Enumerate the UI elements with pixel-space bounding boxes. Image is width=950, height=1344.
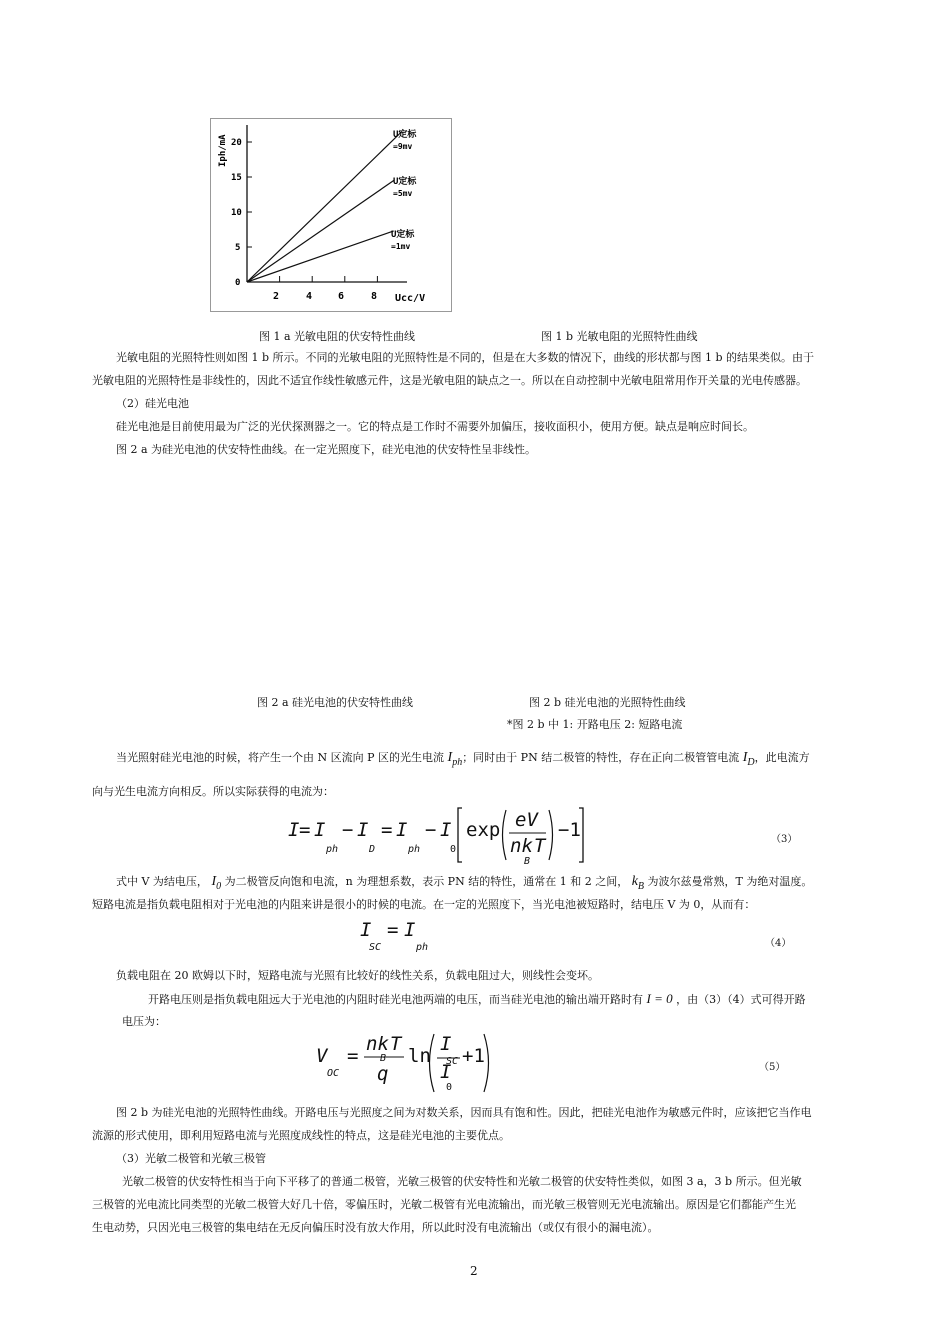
paragraph-8-line-1 xyxy=(148,991,806,1007)
caption-fig2b: 图 2 b 硅光电池的光照特性曲线 xyxy=(529,696,686,709)
svg-text:ln: ln xyxy=(408,1045,431,1067)
caption-fig2b-note: *图 2 b 中 1: 开路电压 2: 短路电流 xyxy=(507,718,683,731)
equation-5 xyxy=(312,1030,502,1096)
series-line-1 xyxy=(247,181,394,283)
symbol-kB xyxy=(631,874,645,892)
symbol-I-D xyxy=(742,750,755,768)
section-heading-2: （2）硅光电池 xyxy=(116,397,189,410)
x-tick-label: 2 xyxy=(273,291,280,302)
svg-text:B: B xyxy=(380,1053,387,1064)
svg-text:D: D xyxy=(369,844,376,855)
x-axis-label: Ucc/V xyxy=(395,293,426,304)
svg-text:I: I xyxy=(288,819,300,841)
curve-label-1mv-value: =1mv xyxy=(391,242,411,251)
svg-text:I: I xyxy=(314,819,326,841)
figure-1a xyxy=(210,118,452,312)
caption-fig1a: 图 1 a 光敏电阻的伏安特性曲线 xyxy=(259,330,416,343)
symbol-I-ph xyxy=(447,750,463,768)
symbol-D: D xyxy=(747,756,755,768)
curve-label-5mv: U定标 xyxy=(393,177,417,187)
svg-text:q: q xyxy=(377,1063,389,1085)
svg-text:eV: eV xyxy=(515,809,538,831)
svg-text:nk: nk xyxy=(510,835,533,857)
paragraph-2: 硅光电池是目前使用最为广泛的光伏探测器之一。它的特点是工作时不需要外加偏压，接收面积小，使用方便。缺点是响应时间长。 xyxy=(116,420,754,433)
svg-text:T: T xyxy=(390,1033,402,1055)
curve-label-1mv: U定标 xyxy=(391,230,415,240)
svg-text:=: = xyxy=(299,819,311,841)
curve-label-5mv-value: =5mv xyxy=(393,189,413,198)
open-circuit-condition: I = 0 xyxy=(646,991,673,1006)
symbol-I: I xyxy=(211,874,217,889)
svg-text:I: I xyxy=(404,919,416,941)
paragraph-10-line-1: 光敏二极管的伏安特性相当于向下平移了的普通二极管，光敏三极管的伏安特性和光敏二极管的伏安特性类似，如图 3 a，3 b 所示。但光敏 xyxy=(122,1175,802,1188)
symbol-ph: ph xyxy=(452,756,463,768)
svg-text:exp: exp xyxy=(466,819,501,841)
svg-text:0: 0 xyxy=(446,1082,453,1093)
svg-text:−: − xyxy=(342,819,354,841)
caption-fig2a: 图 2 a 硅光电池的伏安特性曲线 xyxy=(257,696,414,709)
y-tick-label: 0 xyxy=(235,278,241,288)
y-tick-label: 20 xyxy=(231,138,242,148)
paragraph-5 xyxy=(116,874,812,894)
paragraph-4-text-b: ；同时由于 PN 结二极管的特性，存在正向二极管管电流 xyxy=(462,751,740,764)
svg-text:0: 0 xyxy=(450,844,457,855)
paragraph-4-text-a: 当光照射硅光电池的时候，将产生一个由 N 区流向 P 区的光生电流 xyxy=(116,751,445,764)
x-tick-label: 4 xyxy=(306,291,313,302)
symbol-I0 xyxy=(211,874,222,892)
svg-text:=: = xyxy=(381,819,393,841)
series-line-0 xyxy=(247,132,402,283)
svg-text:SC: SC xyxy=(446,1056,459,1067)
equation-5-graphic xyxy=(312,1030,502,1096)
symbol-I: I xyxy=(742,750,748,765)
svg-text:−1: −1 xyxy=(558,819,581,841)
figure-1a-chart xyxy=(211,119,451,311)
paragraph-4-text-c: ，此电流方 xyxy=(754,751,810,764)
symbol-zero: 0 xyxy=(216,880,222,892)
symbol-I: I xyxy=(447,750,453,765)
svg-text:OC: OC xyxy=(327,1068,340,1079)
paragraph-9-line-1: 图 2 b 为硅光电池的光照特性曲线。开路电压与光照度之间为对数关系，因而具有饱和性。因此，把硅光电池作为敏感元件时，应该把它当作电 xyxy=(116,1106,812,1119)
caption-fig1b: 图 1 b 光敏电阻的光照特性曲线 xyxy=(541,330,698,343)
paragraph-1-line-2: 光敏电阻的光照特性是非线性的，因此不适宜作线性敏感元件，这是光敏电阻的缺点之一。所以在自动控制中光敏电阻常用作开关量的光电传感器。 xyxy=(92,374,807,387)
svg-text:I: I xyxy=(360,919,372,941)
paragraph-5-text-b: 为二极管反向饱和电流，n 为理想系数，表示 PN 结的特性，通常在 1 和 2 之间， xyxy=(224,875,629,888)
y-tick-label: 5 xyxy=(235,243,241,253)
y-tick-label: 10 xyxy=(231,208,242,218)
svg-text:I: I xyxy=(396,819,408,841)
paragraph-8-line-2: 电压为： xyxy=(122,1015,166,1028)
equation-3-graphic xyxy=(286,804,596,866)
svg-text:=: = xyxy=(387,919,399,941)
equation-4-number: （4） xyxy=(765,938,792,949)
equation-5-number: （5） xyxy=(759,1062,786,1073)
paragraph-4-line-2: 向与光生电流方向相反。所以实际获得的电流为： xyxy=(92,785,334,798)
svg-text:I: I xyxy=(440,1033,452,1055)
symbol-B: B xyxy=(637,880,645,892)
paragraph-5-text-a: 式中 V 为结电压， xyxy=(116,875,208,888)
section-heading-3: （3）光敏二极管和光敏三极管 xyxy=(116,1152,266,1165)
svg-text:ph: ph xyxy=(408,844,421,855)
svg-text:T: T xyxy=(534,835,546,857)
series-line-2 xyxy=(247,231,394,282)
svg-text:I: I xyxy=(440,1061,452,1083)
paragraph-1-line-1: 光敏电阻的光照特性则如图 1 b 所示。不同的光敏电阻的光照特性是不同的，但是在大多数的情况下，曲线的形状都与图 1 b 的结果类似。由于 xyxy=(116,351,815,364)
paragraph-10-line-3: 生电动势，只因光电三极管的集电结在无反向偏压时没有放大作用，所以此时没有电流输出（或仅有很小的漏电流）。 xyxy=(92,1221,659,1234)
equation-4 xyxy=(356,918,476,954)
svg-text:−: − xyxy=(425,819,437,841)
page-number: 2 xyxy=(470,1264,478,1278)
paragraph-6: 短路电流是指负载电阻相对于光电池的内阻来讲是很小的时候的电流。在一定的光照度下，当光电池被短路时，结电压 V 为 0，从而有： xyxy=(92,898,756,911)
paragraph-9-line-2: 流源的形式使用，即利用短路电流与光照度成线性的特点，这是硅光电池的主要优点。 xyxy=(92,1129,510,1142)
x-tick-label: 6 xyxy=(338,291,345,302)
svg-text:ph: ph xyxy=(326,844,339,855)
curve-label-9mv: U定标 xyxy=(393,130,417,140)
paragraph-5-text-c: 为波尔兹曼常熟，T 为绝对温度。 xyxy=(647,875,813,888)
equation-3-number: （3） xyxy=(771,834,798,845)
svg-text:V: V xyxy=(316,1045,328,1067)
equation-3 xyxy=(286,804,596,866)
y-axis-label: Iph/mA xyxy=(218,134,228,167)
paragraph-8-text-a: 开路电压则是指负载电阻远大于光电池的内阻时硅光电池两端的电压，而当硅光电池的输出端开路时有 xyxy=(148,993,643,1006)
svg-text:=: = xyxy=(347,1045,359,1067)
svg-text:SC: SC xyxy=(369,942,382,953)
curve-label-9mv-value: =9mv xyxy=(393,142,413,151)
paragraph-8-text-b: ，由（3）（4）式可得开路 xyxy=(676,993,806,1006)
svg-text:ph: ph xyxy=(416,942,429,953)
svg-text:I: I xyxy=(357,819,369,841)
equation-4-graphic xyxy=(356,918,476,954)
paragraph-10-line-2: 三极管的光电流比同类型的光敏二极管大好几十倍，零偏压时，光敏二极管有光电流输出，而光敏三极管则无光电流输出。原因是它们都能产生光 xyxy=(92,1198,796,1211)
svg-text:B: B xyxy=(524,856,531,866)
y-tick-label: 15 xyxy=(231,173,242,183)
svg-text:I: I xyxy=(440,819,452,841)
svg-text:+1: +1 xyxy=(462,1045,485,1067)
paragraph-4-line-1 xyxy=(116,750,810,770)
paragraph-7: 负载电阻在 20 欧姆以下时，短路电流与光照有比较好的线性关系，负载电阻过大，则线性会变坏。 xyxy=(116,969,599,982)
svg-text:nk: nk xyxy=(366,1033,389,1055)
x-tick-label: 8 xyxy=(371,291,378,302)
symbol-k: k xyxy=(631,874,638,889)
paragraph-3: 图 2 a 为硅光电池的伏安特性曲线。在一定光照度下，硅光电池的伏安特性呈非线性。 xyxy=(116,443,537,456)
